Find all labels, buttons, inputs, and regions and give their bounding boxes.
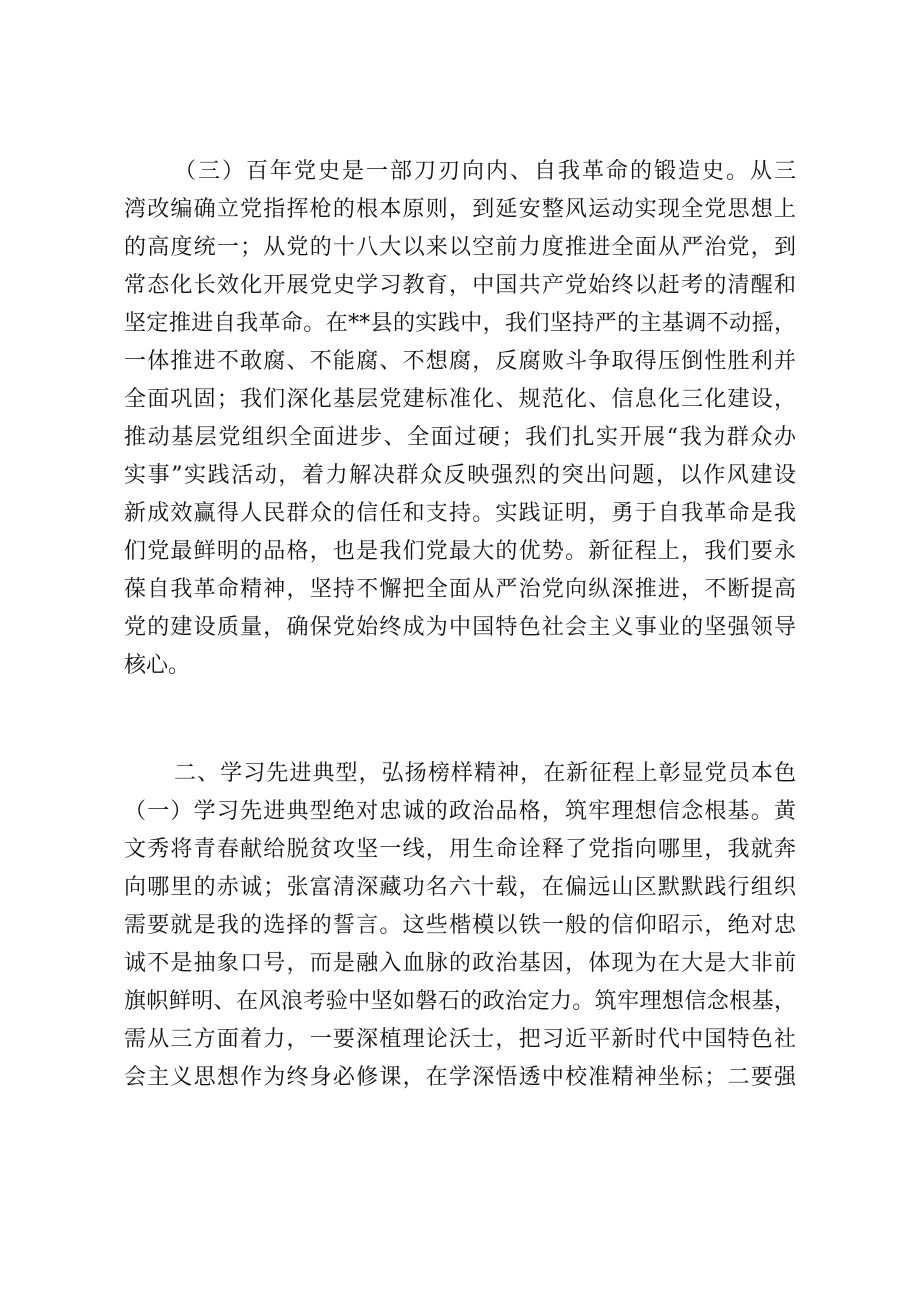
text-line: 坚定推进自我革命。在**县的实践中，我们坚持严的主基调不动摇， bbox=[124, 311, 796, 336]
text-line: 一体推进不敢腐、不能腐、不想腐，反腐败斗争取得压倒性胜利并 bbox=[124, 349, 796, 374]
text-line: 需要就是我的选择的誓言。这些楷模以铁一般的信仰昭示，绝对忠 bbox=[124, 913, 796, 938]
text-line: 旗帜鲜明、在风浪考验中坚如磐石的政治定力。筑牢理想信念根基， bbox=[124, 989, 796, 1014]
text-line: 需从三方面着力，一要深植理论沃士，把习近平新时代中国特色社 bbox=[124, 1027, 796, 1052]
section-heading: 二、学习先进典型，弘扬榜样精神，在新征程上彰显党员本色 bbox=[174, 761, 796, 786]
text-line: （一）学习先进典型绝对忠诚的政治品格，筑牢理想信念根基。黄 bbox=[124, 799, 796, 824]
text-line: 们党最鲜明的品格，也是我们党最大的优势。新征程上，我们要永 bbox=[124, 539, 796, 564]
text-line: 会主义思想作为终身必修课，在学深悟透中校准精神坐标；二要强 bbox=[124, 1065, 796, 1090]
text-line: 全面巩固；我们深化基层党建标准化、规范化、信息化三化建设， bbox=[124, 387, 796, 412]
text-line: 党的建设质量，确保党始终成为中国特色社会主义事业的坚强领导 bbox=[124, 615, 796, 640]
text-line: 葆自我革命精神，坚持不懈把全面从严治党向纵深推进，不断提高 bbox=[124, 577, 796, 602]
text-line: 推动基层党组织全面进步、全面过硬；我们扎实开展“我为群众办 bbox=[124, 425, 796, 450]
text-line: 常态化长效化开展党史学习教育，中国共产党始终以赶考的清醒和 bbox=[124, 273, 796, 298]
text-line: 文秀将青春献给脱贫攻坚一线，用生命诠释了党指向哪里，我就奔 bbox=[124, 837, 796, 862]
text-line: 实事”实践活动，着力解决群众反映强烈的突出问题，以作风建设 bbox=[124, 463, 796, 488]
text-line: 湾改编确立党指挥枪的根本原则，到延安整风运动实现全党思想上 bbox=[124, 197, 796, 222]
text-line: 诚不是抽象口号，而是融入血脉的政治基因，体现为在大是大非前 bbox=[124, 951, 796, 976]
paragraph-learn-models bbox=[124, 755, 796, 1097]
paragraph-party-history bbox=[124, 153, 796, 685]
text-line: 的高度统一；从党的十八大以来以空前力度推进全面从严治党，到 bbox=[124, 235, 796, 260]
text-line: 新成效赢得人民群众的信任和支持。实践证明，勇于自我革命是我 bbox=[124, 501, 796, 526]
text-line: 核心。 bbox=[124, 653, 191, 678]
text-line: （三）百年党史是一部刀刃向内、自我革命的锻造史。从三 bbox=[174, 159, 796, 184]
text-line: 向哪里的赤诚；张富清深藏功名六十载，在偏远山区默默践行组织 bbox=[124, 875, 796, 900]
